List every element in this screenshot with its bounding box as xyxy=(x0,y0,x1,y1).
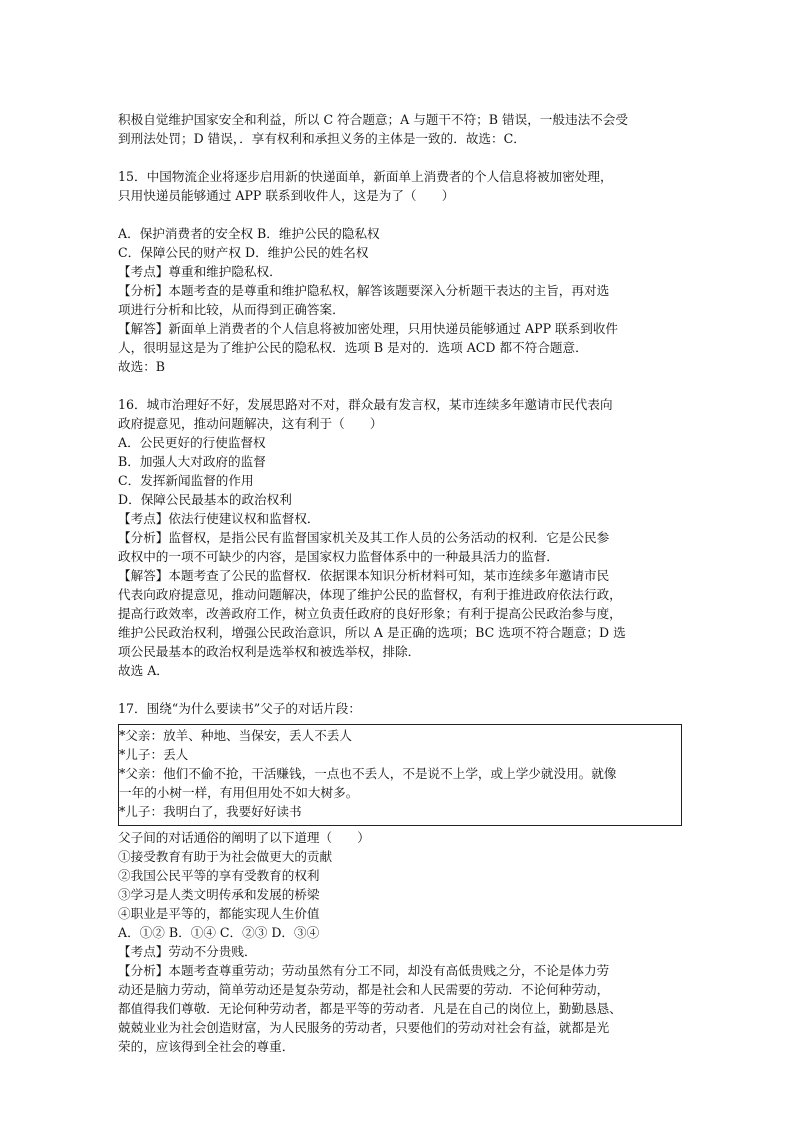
question-16 xyxy=(118,395,688,680)
option-line: A．公民更好的行使监督权 xyxy=(118,435,266,450)
option-line: D．保障公民最基本的政治权利 xyxy=(118,492,292,507)
fenxi: 都值得我们尊敬．无论何种劳动者，都是平等的劳动者．凡是在自己的岗位上，勤勤恳恳、 xyxy=(118,1001,622,1016)
jieda: 代表向政府提意见，推动问题解决，体现了维护公民的监督权，有利于推进政府依法行政， xyxy=(118,587,622,602)
question-stem: 15．中国物流企业将逐步启用新的快递面单，新面单上消费者的个人信息将被加密处理， xyxy=(118,169,613,184)
option-line: B．加强人大对政府的监督 xyxy=(118,454,266,469)
dialogue-box xyxy=(118,724,682,826)
fenxi: 动还是脑力劳动，简单劳动还是复杂劳动，都是社会和人民需要的劳动．不论何种劳动， xyxy=(118,982,610,997)
kaodian: 【考点】依法行使建议权和监督权． xyxy=(118,511,320,526)
text-line: 积极自觉维护国家安全和利益，所以 C 符合题意；A 与题干不符；B 错误，一般违法不会受 xyxy=(118,112,628,127)
jieda: 维护公民政治权利，增强公民政治意识，所以 A 是正确的选项；BC 选项不符合题意；D 选 xyxy=(118,625,626,640)
dialogue-line: *父亲：他们不偷不抢，干活赚钱，一点也不丢人，不是说不上学，或上学少就没用。就像 xyxy=(119,766,617,781)
jieda: 提高行政效率，改善政府工作，树立负责任政府的良好形象；有利于提高公民政治参与度， xyxy=(118,606,622,621)
statement-line: ②我国公民平等的享有受教育的权利 xyxy=(118,868,320,883)
question-17 xyxy=(118,699,688,1056)
text-line: 到刑法处罚；D 错误，．享有权利和承担义务的主体是一致的．故选：C． xyxy=(118,131,526,146)
option-line: A．保护消费者的安全权 B．维护公民的隐私权 xyxy=(118,226,380,241)
fenxi: 【分析】本题考查尊重劳动；劳动虽然有分工不同，却没有高低贵贱之分，不论是体力劳 xyxy=(118,963,610,978)
answer: 故选 A． xyxy=(118,663,169,678)
option-line: A．①② B．①④ C．②③ D．③④ xyxy=(118,925,320,940)
statement-line: ①接受教育有助于为社会做更大的贡献 xyxy=(118,849,333,864)
jieda: 项公民最基本的政治权利是选举权和被选举权，排除． xyxy=(118,644,421,659)
kaodian: 【考点】尊重和维护隐私权． xyxy=(118,264,282,279)
kaodian: 【考点】劳动不分贵贱． xyxy=(118,944,257,959)
fenxi: 【分析】本题考查的是尊重和维护隐私权，解答该题要深入分析题干表达的主旨，再对选 xyxy=(118,283,610,298)
question-stem: 17．围绕“为什么要读书”父子的对话片段： xyxy=(118,701,361,716)
document-page xyxy=(118,110,688,1056)
option-line: C．发挥新闻监督的作用 xyxy=(118,473,254,488)
question-15 xyxy=(118,167,688,376)
dialogue-line: *儿子：我明白了，我要好好读书 xyxy=(119,804,302,819)
option-line: C．保障公民的财产权 D．维护公民的姓名权 xyxy=(118,245,369,260)
jieda: 【解答】本题考查了公民的监督权．依据课本知识分析材料可知，某市连续多年邀请市民 xyxy=(118,568,610,583)
statement-line: ④职业是平等的，都能实现人生价值 xyxy=(118,906,320,921)
answer: 故选：B xyxy=(118,359,166,374)
intro-paragraph xyxy=(118,110,688,148)
jieda: 【解答】新面单上消费者的个人信息将被加密处理，只用快递员能够通过 APP 联系到收件 xyxy=(118,321,619,336)
fenxi: 项进行分析和比较，从而得到正确答案． xyxy=(118,302,345,317)
question-prompt: 父子间的对话通俗的阐明了以下道理（ ） xyxy=(118,830,370,845)
jieda: 人，很明显这是为了维护公民的隐私权．选项 B 是对的．选项 ACD 都不符合题意． xyxy=(118,340,588,355)
dialogue-line: *儿子：丢人 xyxy=(119,747,189,762)
fenxi: 兢兢业业为社会创造财富，为人民服务的劳动者，只要他们的劳动对社会有益，就都是光 xyxy=(118,1020,610,1035)
dialogue-line: 一年的小树一样，有用但用处不如大树多。 xyxy=(119,785,359,800)
question-stem: 政府提意见，推动问题解决，这有利于（ ） xyxy=(118,416,383,431)
fenxi: 【分析】监督权，是指公民有监督国家机关及其工作人员的公务活动的权利．它是公民参 xyxy=(118,530,610,545)
statement-line: ③学习是人类文明传承和发展的桥梁 xyxy=(118,887,320,902)
dialogue-line: *父亲：放羊、种地、当保安，丢人不丢人 xyxy=(119,728,352,743)
question-stem: 16．城市治理好不好，发展思路对不对，群众最有发言权，某市连续多年邀请市民代表向 xyxy=(118,397,613,412)
fenxi: 荣的，应该得到全社会的尊重． xyxy=(118,1039,295,1054)
question-stem: 只用快递员能够通过 APP 联系到收件人，这是为了（ ） xyxy=(118,188,455,203)
fenxi: 政权中的一项不可缺少的内容，是国家权力监督体系中的一种最具活力的监督． xyxy=(118,549,559,564)
